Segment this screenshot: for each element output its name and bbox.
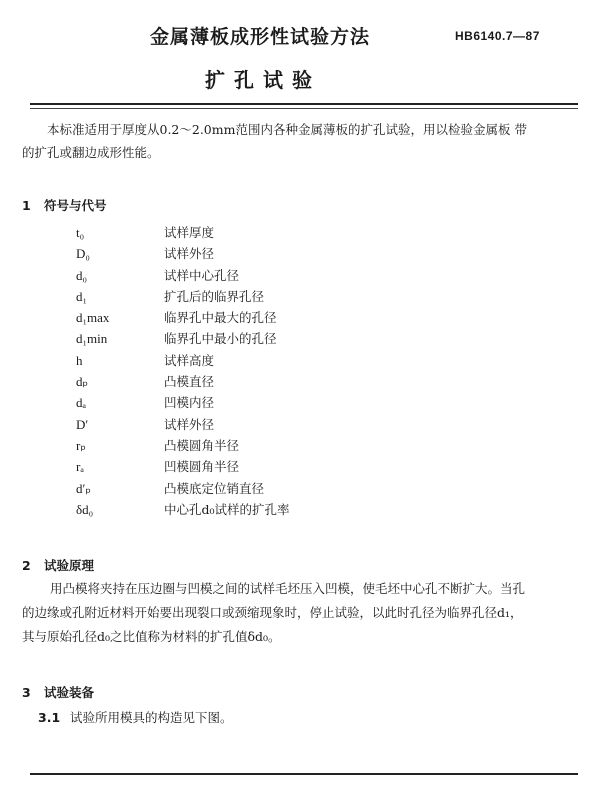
intro-line: 本标准适用于厚度从0.2～2.0mm范围内各种金属薄板的扩孔试验，用以检验金属板 带 — [47, 122, 527, 137]
subsection-text: 试验所用模具的构造见下图。 — [70, 710, 233, 725]
header-rule-thin — [30, 108, 578, 109]
symbol-description: 中心孔d₀试样的扩孔率 — [164, 501, 290, 517]
symbol-row — [76, 350, 476, 371]
symbol: δd₀ — [76, 501, 94, 517]
principle-paragraph — [22, 577, 582, 649]
section-number: 3 — [22, 685, 31, 700]
symbol-description: 凹模圆角半径 — [164, 459, 240, 475]
intro-line: 的扩孔或翻边成形性能。 — [22, 145, 160, 160]
symbol-description: 试样外径 — [164, 416, 215, 432]
document-subtitle: 扩孔试验 — [205, 68, 321, 92]
symbol: d₀ — [76, 267, 88, 283]
intro-paragraph — [22, 118, 582, 164]
symbol: D₀ — [76, 246, 90, 262]
symbol: D′ — [76, 416, 89, 432]
section-title: 试验原理 — [44, 558, 95, 573]
section-number: 1 — [22, 198, 31, 213]
section-3-heading — [22, 683, 94, 701]
symbol-row — [76, 286, 476, 307]
symbol-row — [76, 307, 476, 328]
symbol-row — [76, 265, 476, 286]
section-number: 2 — [22, 558, 31, 573]
symbol: h — [76, 352, 83, 368]
symbol-row — [76, 222, 476, 243]
footer-rule — [30, 773, 578, 775]
symbol-description: 凸模直径 — [164, 374, 215, 390]
section-1-heading — [22, 196, 107, 214]
paragraph-line: 用凸模将夹持在压边圈与凹模之间的试样毛坯压入凹模，使毛坯中心孔不断扩大。当孔 — [50, 581, 526, 596]
symbol: d₁max — [76, 310, 110, 326]
symbol-description: 试样外径 — [164, 246, 215, 262]
symbol-description: 试样中心孔径 — [164, 267, 240, 283]
symbol-description: 扩孔后的临界孔径 — [164, 288, 265, 304]
paragraph-line: 其与原始孔径d₀之比值称为材料的扩孔值δd₀。 — [22, 629, 281, 644]
section-title: 符号与代号 — [44, 198, 107, 213]
symbol-row — [76, 328, 476, 349]
symbol-row — [76, 499, 476, 520]
symbol-description: 凸模底定位销直径 — [164, 480, 265, 496]
symbol-row — [76, 414, 476, 435]
symbol-row — [76, 243, 476, 264]
symbol-row — [76, 478, 476, 499]
symbol-description: 凹模内径 — [164, 395, 215, 411]
header-rule — [30, 103, 578, 105]
symbol: t₀ — [76, 225, 85, 240]
symbol: rₐ — [76, 459, 84, 475]
symbol: d′ₚ — [76, 480, 91, 496]
symbol: d₁ — [76, 288, 88, 304]
symbol-row — [76, 435, 476, 456]
symbol-description: 试样厚度 — [164, 225, 215, 240]
symbol-description: 试样高度 — [164, 352, 215, 368]
symbol-row — [76, 392, 476, 413]
symbol-list — [76, 222, 476, 520]
paragraph-line: 的边缘或孔附近材料开始要出现裂口或颈缩现象时，停止试验，以此时孔径为临界孔径d₁， — [22, 605, 523, 620]
symbol-row — [76, 456, 476, 477]
standard-code: HB6140.7—87 — [455, 29, 540, 43]
subsection-3-1 — [38, 708, 233, 726]
subsection-number: 3.1 — [38, 710, 61, 725]
symbol-row — [76, 371, 476, 392]
symbol-description: 凸模圆角半径 — [164, 437, 240, 453]
symbol: dₚ — [76, 374, 89, 390]
document-title: 金属薄板成形性试验方法 — [150, 26, 371, 48]
symbol: d₁min — [76, 331, 108, 347]
symbol-description: 临界孔中最大的孔径 — [164, 310, 277, 326]
section-title: 试验装备 — [44, 685, 95, 700]
symbol: rₚ — [76, 437, 86, 453]
section-2-heading — [22, 556, 94, 574]
symbol: dₐ — [76, 395, 87, 411]
symbol-description: 临界孔中最小的孔径 — [164, 331, 277, 347]
